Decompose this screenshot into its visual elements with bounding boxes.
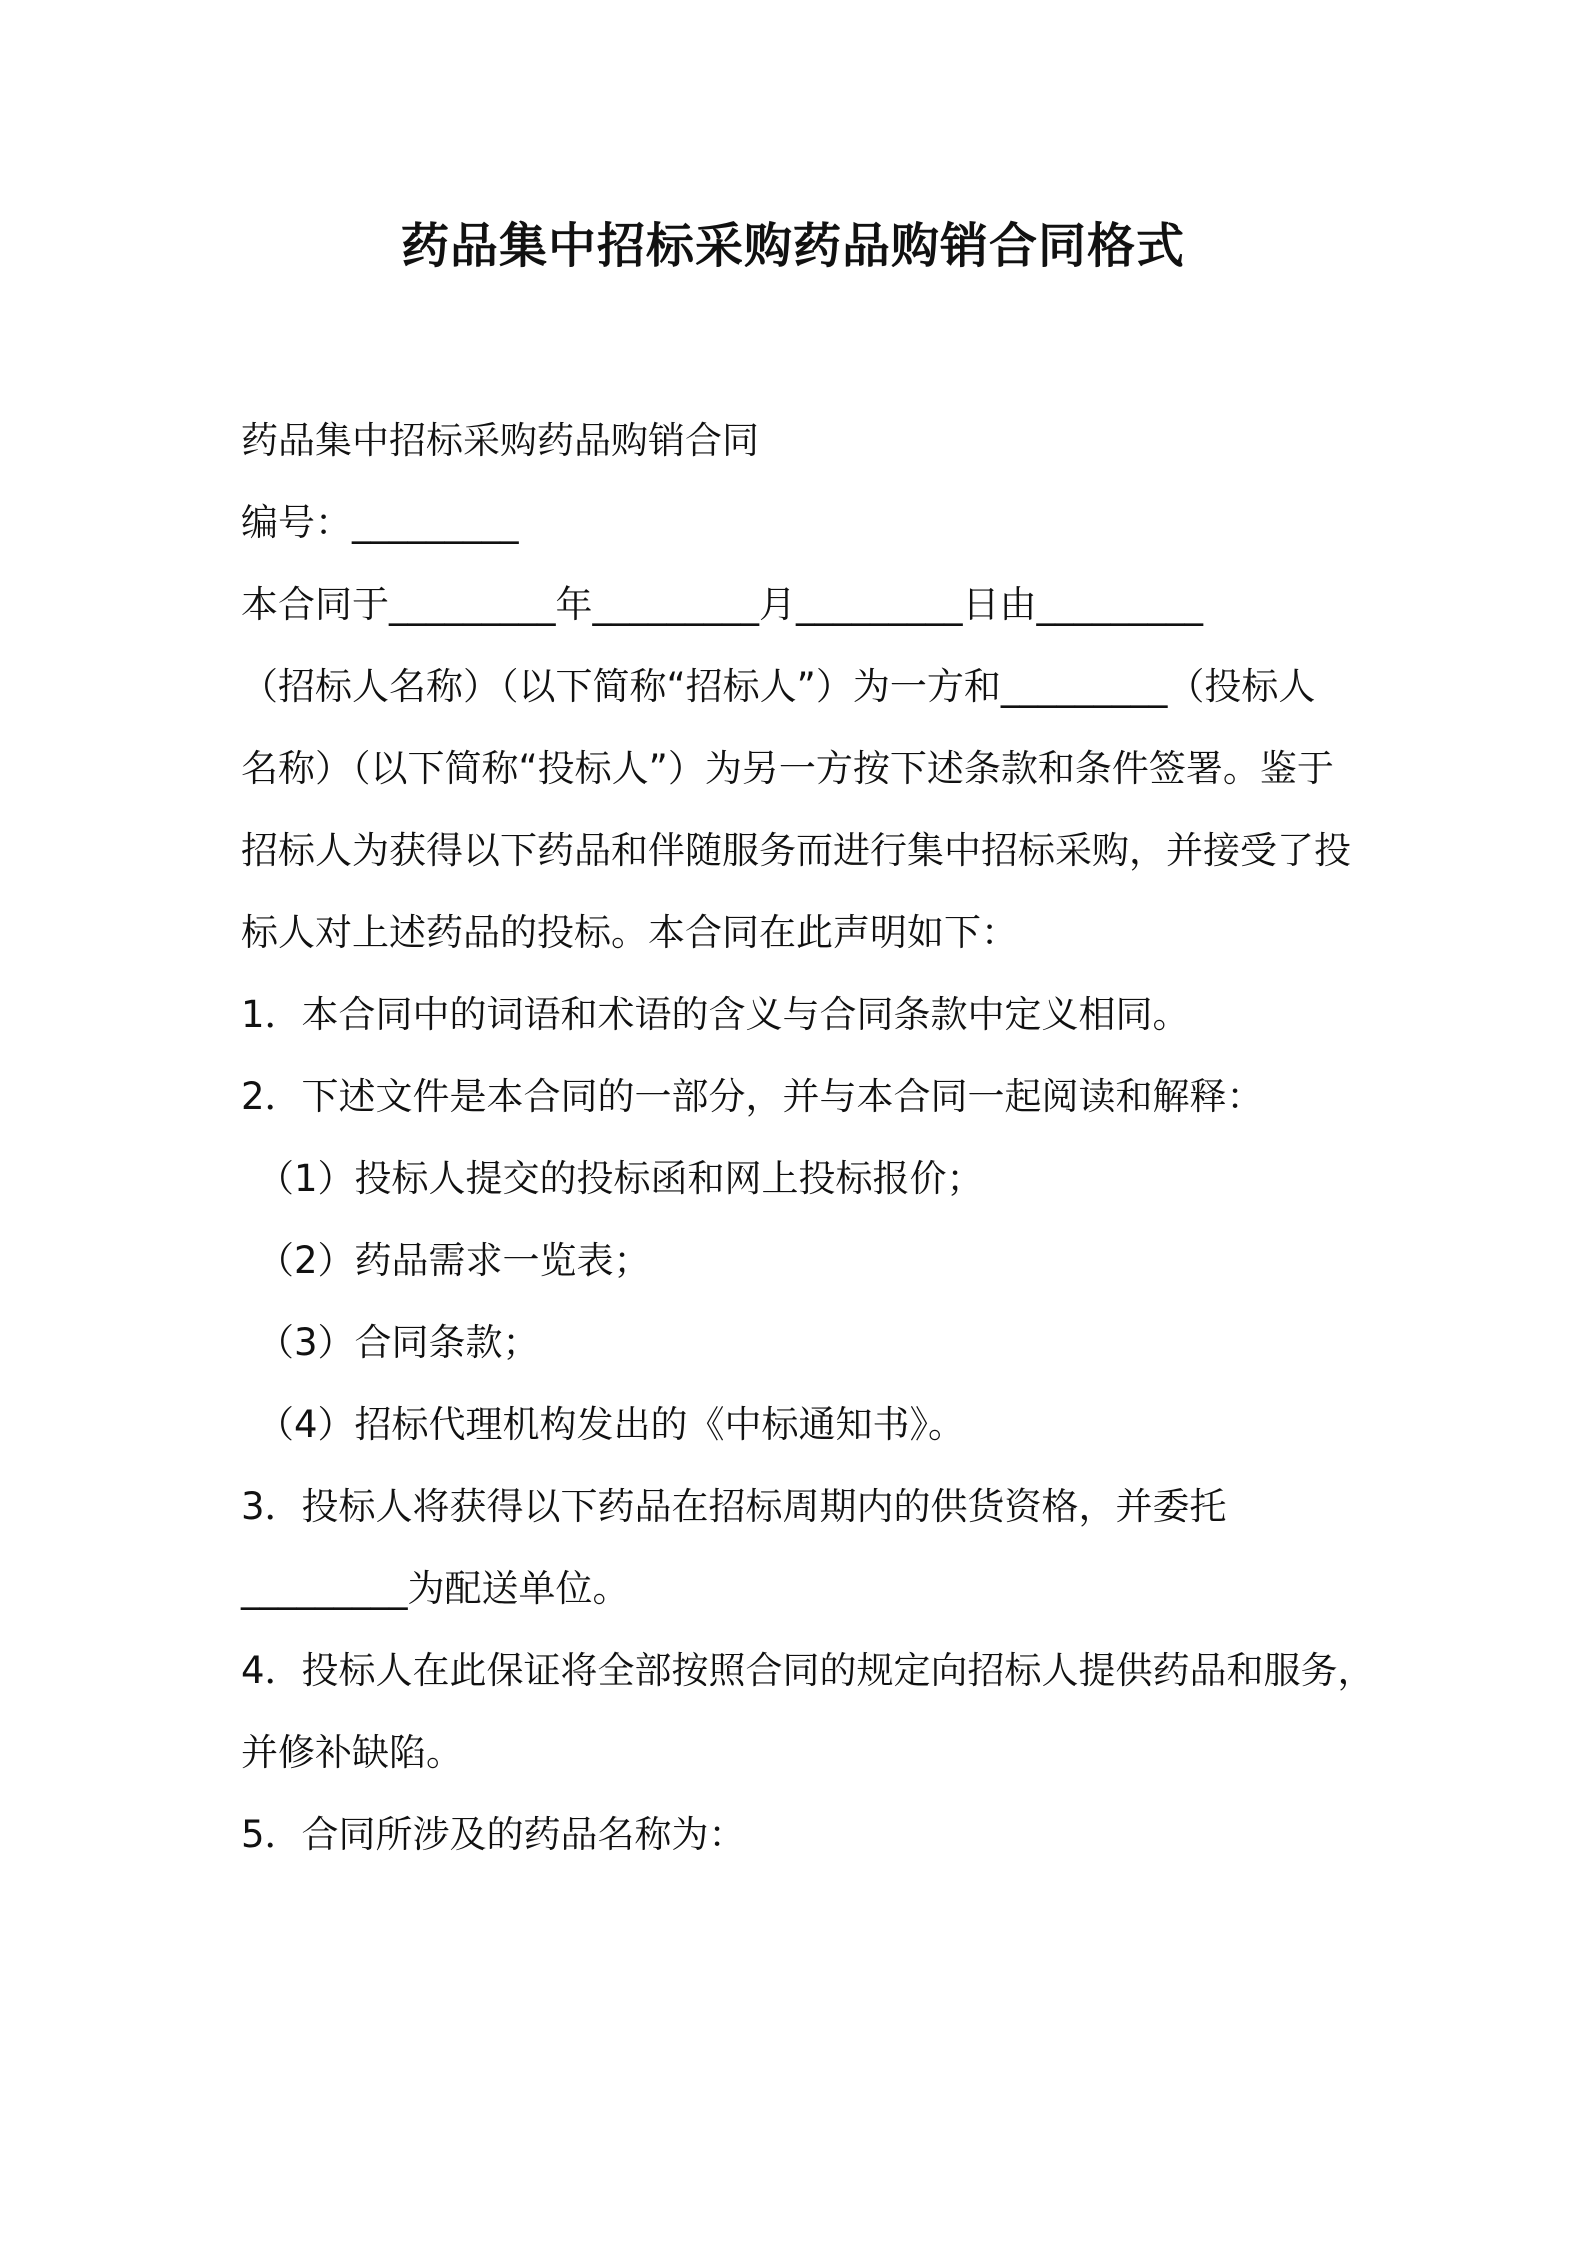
clause-1: 1．本合同中的词语和术语的含义与合同条款中定义相同。: [241, 993, 1190, 1036]
clause-3: 3．投标人将获得以下药品在招标周期内的供货资格，并委托: [241, 1485, 1227, 1528]
clause-4: 4．投标人在此保证将全部按照合同的规定向招标人提供药品和服务，: [241, 1649, 1375, 1692]
clause-2-item-1: （1）投标人提交的投标函和网上投标报价；: [257, 1157, 984, 1200]
clause-2-item-4: （4）招标代理机构发出的《中标通知书》。: [257, 1403, 966, 1446]
contract-number-line: 编号：_________: [241, 501, 519, 544]
clause-2-item-2: （2）药品需求一览表；: [257, 1239, 651, 1282]
clause-3-continued: _________为配送单位。: [241, 1567, 630, 1610]
clause-2-item-3: （3）合同条款；: [257, 1321, 540, 1364]
document-body: [241, 400, 1375, 1876]
contract-name-line: 药品集中招标采购药品购销合同: [241, 419, 759, 462]
clause-2: 2．下述文件是本合同的一部分，并与本合同一起阅读和解释：: [241, 1075, 1264, 1118]
document-title: 药品集中招标采购药品购销合同格式: [400, 218, 1185, 274]
paragraph-line: 标人对上述药品的投标。本合同在此声明如下：: [241, 911, 1018, 954]
paragraph-line: 招标人为获得以下药品和伴随服务而进行集中招标采购，并接受了投: [241, 829, 1351, 872]
clause-4-continued: 并修补缺陷。: [241, 1731, 463, 1774]
clause-5: 5．合同所涉及的药品名称为：: [241, 1813, 746, 1856]
paragraph-line: 本合同于_________年_________月_________日由_________: [241, 583, 1203, 626]
paragraph-line: 名称）（以下简称“投标人”）为另一方按下述条款和条件签署。鉴于: [241, 747, 1334, 790]
paragraph-line: （招标人名称）（以下简称“招标人”）为一方和_________（投标人: [241, 665, 1316, 708]
